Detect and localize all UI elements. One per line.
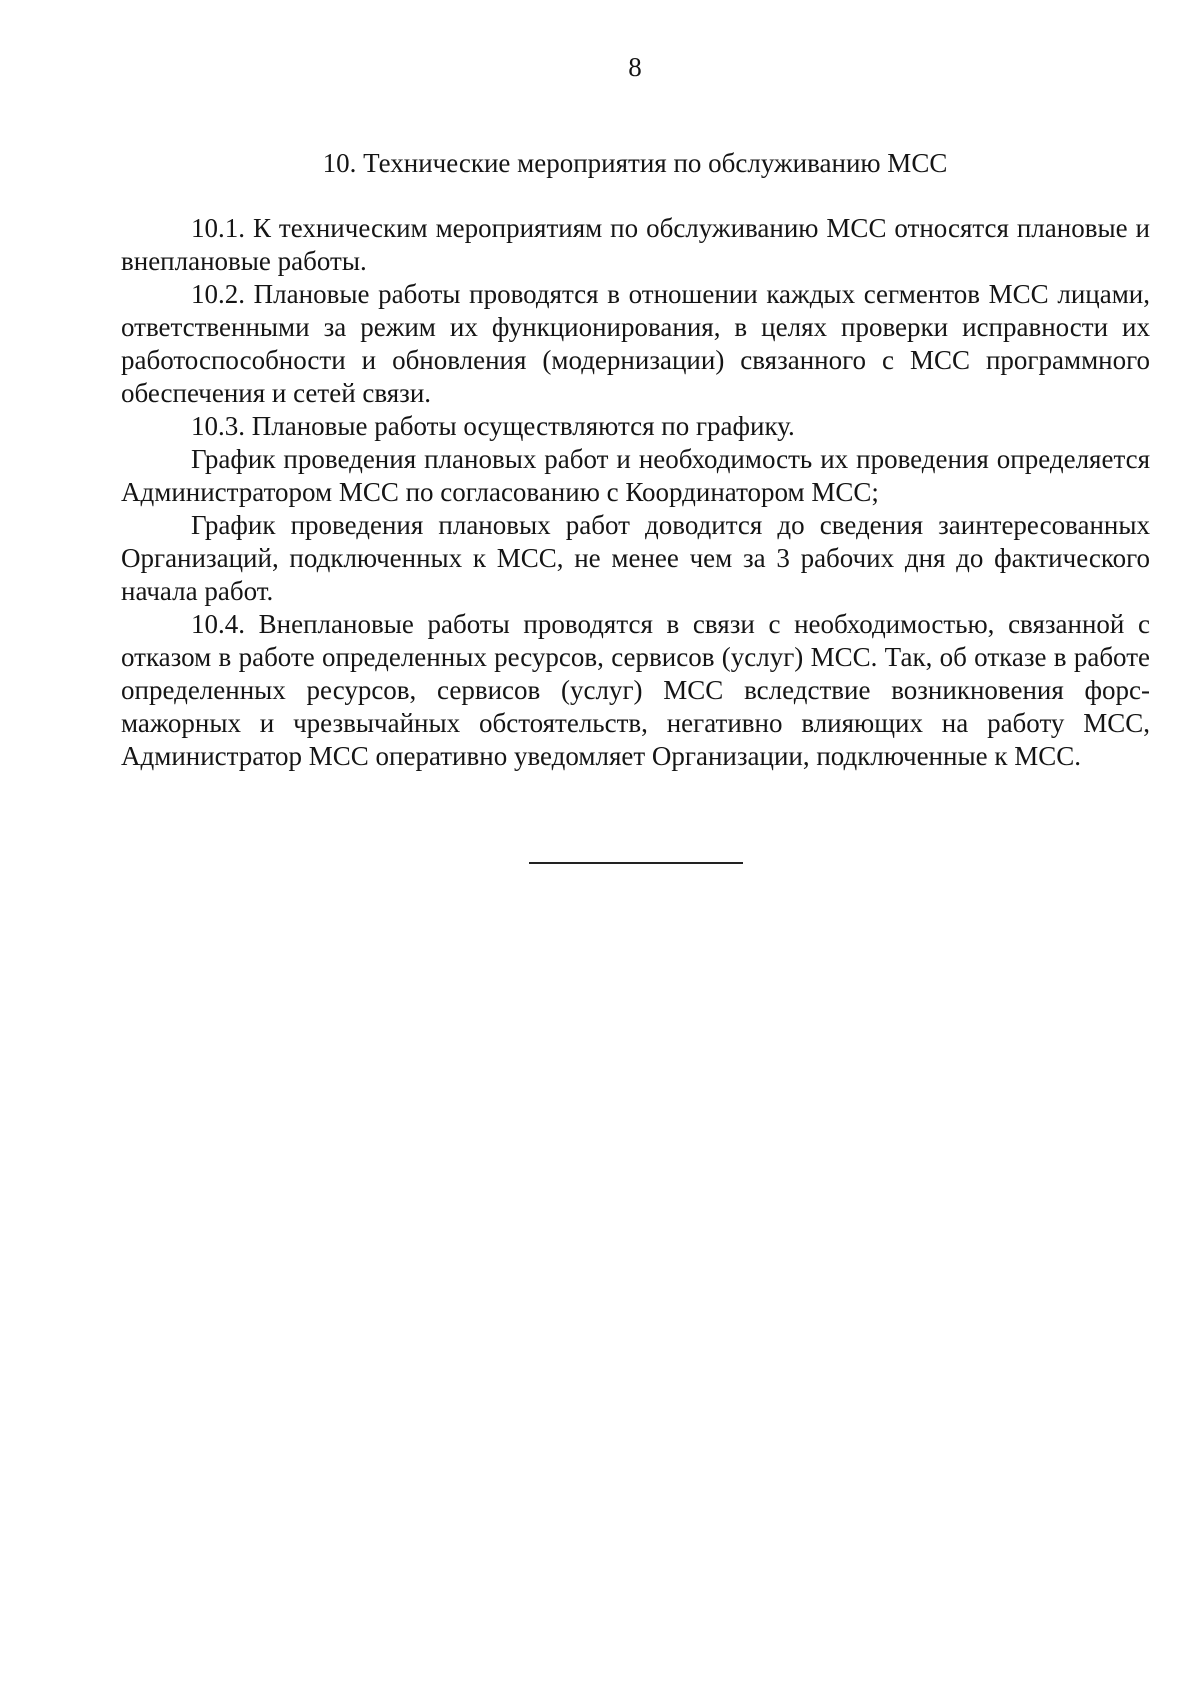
paragraph-10-1: 10.1. К техническим мероприятиям по обслуживанию МСС относятся плановые и внеплановые работы. [121,213,1150,276]
paragraph-schedule-notice: График проведения плановых работ доводится до сведения заинтересованных Организаций, подключенных к МСС, не менее чем за 3 рабочих дня до фактического начала работ. [121,510,1150,606]
paragraph-schedule-approval: График проведения плановых работ и необходимость их проведения определяется Администратором МСС по согласованию с Координатором МСС; [121,444,1150,507]
closing-divider [529,862,743,864]
paragraph-10-4: 10.4. Внеплановые работы проводятся в связи с необходимостью, связанной с отказом в работе определенных ресурсов, сервисов (услуг) МСС. Так, об отказе в работе определенных ресурсов, сервисов (услуг) МСС вследствие возникновения форс-мажорных и чрезвычайных обстоятельств, негативно влияющих на работу МСС, Администратор МСС оперативно уведомляет Организации, подключенные к МСС. [121,609,1150,771]
paragraph-10-3: 10.3. Плановые работы осуществляются по графику. [191,411,795,441]
section-heading: 10. Технические мероприятия по обслуживанию МСС [322,148,948,178]
page-number: 8 [628,52,642,82]
paragraph-10-2: 10.2. Плановые работы проводятся в отношении каждых сегментов МСС лицами, ответственными за режим их функционирования, в целях проверки исправности их работоспособности и обновления (модернизации) связанного с МСС программного обеспечения и сетей связи. [121,279,1150,408]
section-body [121,212,1150,773]
